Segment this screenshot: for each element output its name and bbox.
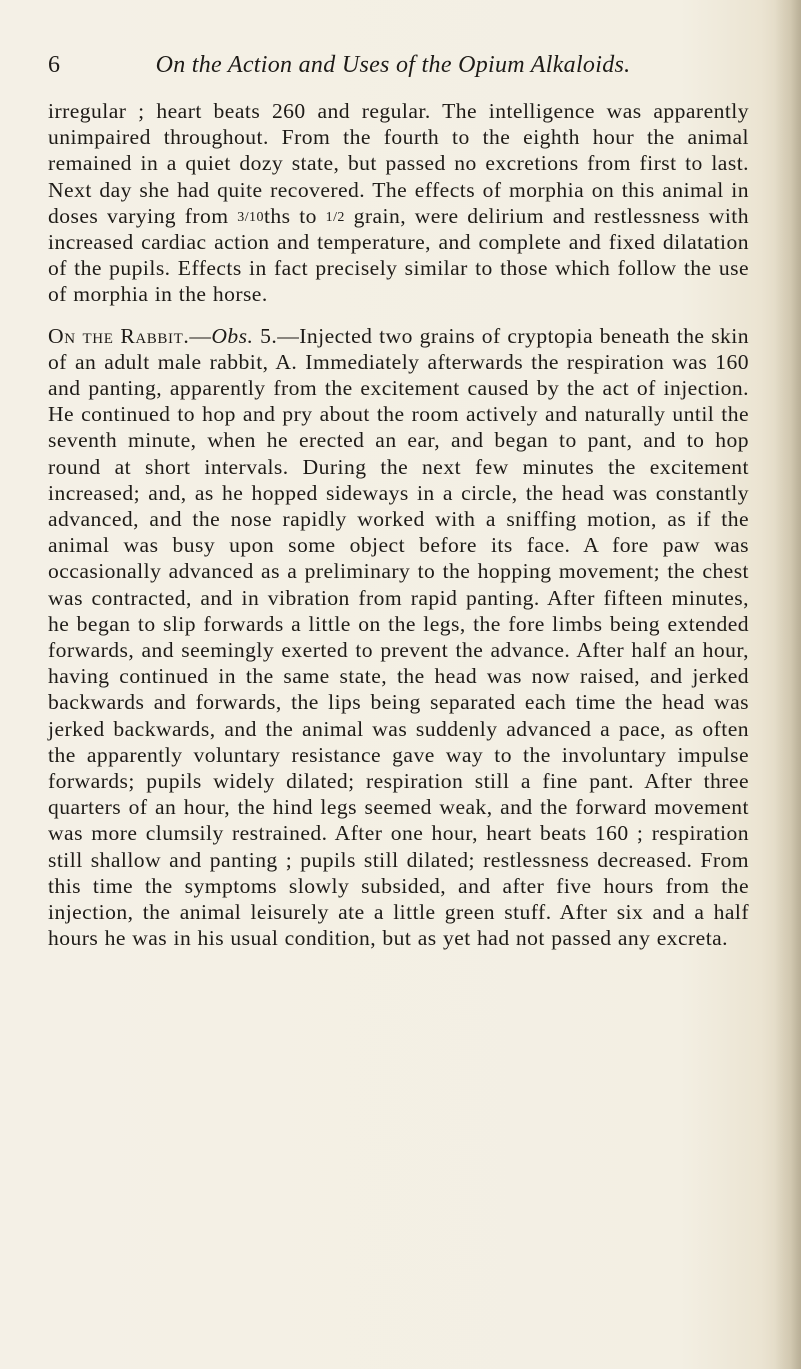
em-dash: — [189, 323, 212, 348]
paragraph-cat-observation [48, 98, 749, 308]
section-heading: On the Rabbit. [48, 323, 190, 348]
page-edge-shadow [775, 0, 801, 1369]
fraction-three-tenths: 3/10 [237, 209, 264, 225]
observation-number: 5. [253, 323, 278, 348]
paragraph-text: irregular ; heart beats 260 and regular. The intelligence was apparently unimpaired throughout. From the fourth to the eighth hour the animal remained in a quiet dozy state, but passed no excretions from first to last. Next day she had quite recovered. The effects of morphia on this animal in doses varying from [48, 99, 749, 228]
page-number: 6 [48, 52, 60, 78]
observation-label: Obs. [211, 323, 254, 348]
page-header [48, 52, 728, 86]
body-text [48, 98, 749, 952]
paragraph-rabbit-observation [48, 323, 749, 952]
running-title: On the Action and Uses of the Opium Alkaloids. [155, 52, 631, 78]
paragraph-text: —Injected two grains of cryptopia beneath the skin of an adult male rabbit, A. Immediately afterwards the respiration was 160 and panting, apparently from the excitement caused by the act of injection. He continued to hop and pry about the room actively and naturally until the seventh minute, when he erected an ear, and began to pant, and to hop round at short intervals. During the next few minutes the excitement increased; and, as he hopped sideways in a circle, the head was constantly advanced, and the nose rapidly worked with a sniffing motion, as if the animal was busy upon some object before its face. A fore paw was occasionally advanced as a preliminary to the hopping movement; the chest was contracted, and in vibration from rapid panting. After fifteen minutes, he began to slip forwards a little on the legs, the fore limbs being extended forwards, and seemingly exerted to prevent the advance. After half an hour, having continued in the same state, the head was now raised, and jerked backwards and forwards, the lips being separated each time the head was jerked backwards, and the animal was suddenly advanced a pace, as often the apparently voluntary resistance gave way to the involuntary impulse forwards; pupils widely dilated; respiration still a fine pant. After three quarters of an hour, the hind legs seemed weak, and the forward movement was more clumsily restrained. After one hour, heart beats 160 ; respiration still shallow and panting ; pupils still dilated; restlessness decreased. From this time the symptoms slowly subsided, and after five hours from the injection, the animal leisurely ate a little green stuff. After six and a half hours he was in his usual condition, but as yet had not passed any excreta. [48, 323, 749, 951]
paragraph-text: grain, were delirium and restlessness with increased cardiac action and temperature, and complete and fixed dilatation of the pupils. Effects in fact precisely similar to those which follow the use of morphia in the horse. [48, 203, 749, 307]
paragraph-text: ths to [263, 203, 326, 228]
fraction-one-half: 1/2 [325, 209, 345, 225]
